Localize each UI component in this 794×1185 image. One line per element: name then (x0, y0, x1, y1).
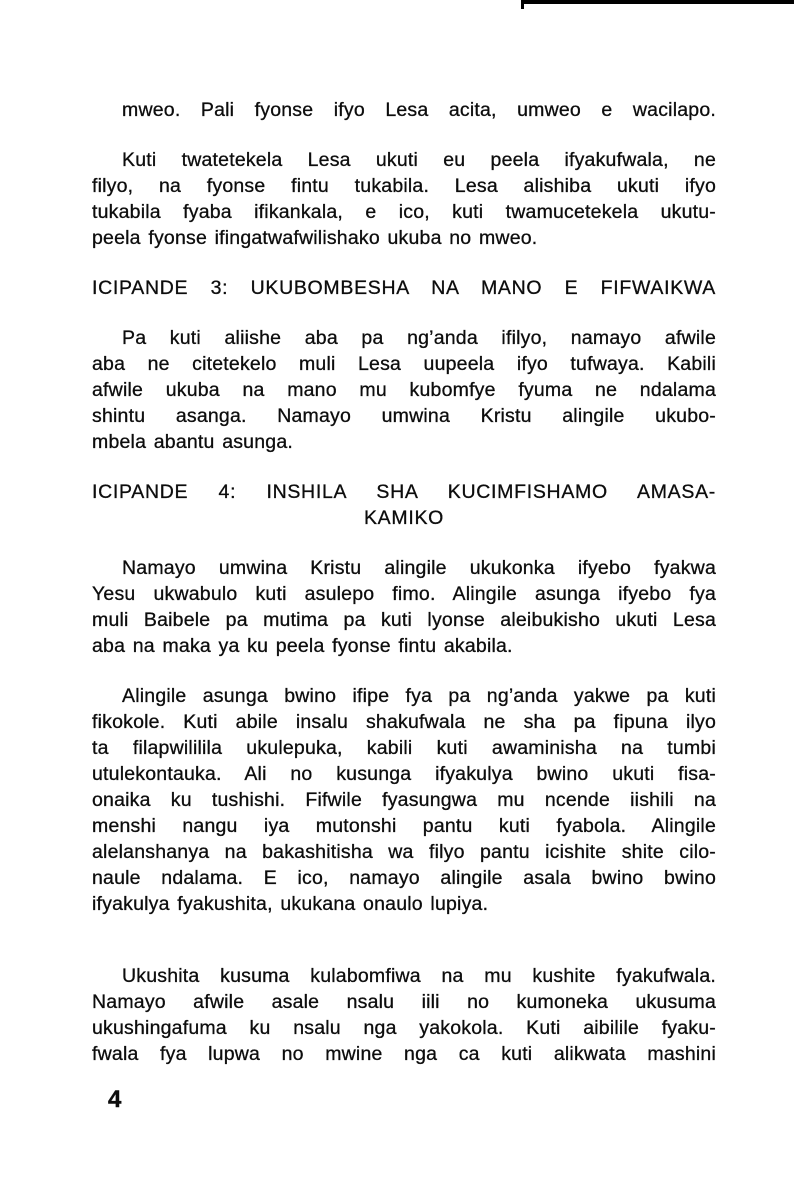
text-line: Namayo afwile asale nsalu iili no kumoneka ukusuma (92, 991, 716, 1013)
text-line: ifyakulya fyakushita, ukukana onaulo lupiya. (92, 893, 489, 915)
text-line: shintu asanga. Namayo umwina Kristu alingile ukubo- (92, 405, 716, 427)
text-line: utulekontauka. Ali no kusunga ifyakulya bwino ukuti fisa- (92, 763, 716, 785)
scan-artifact-line (521, 0, 794, 4)
text-line: alelanshanya na bakashitisha wa filyo pantu icishite shite cilo- (92, 841, 716, 863)
paragraph (92, 555, 716, 659)
paragraph (92, 683, 716, 917)
heading-line: ICIPANDE 3: UKUBOMBESHA NA MANO E FIFWAIKWA (92, 277, 716, 299)
text-line: ukushingafuma ku nsalu nga yakokola. Kuti aibilile fyaku- (92, 1017, 716, 1039)
page-number: 4 (108, 1086, 122, 1113)
text-line: Kuti twatetekela Lesa ukuti eu peela ifyakufwala, ne (122, 149, 716, 171)
text-line: Ukushita kusuma kulabomfiwa na mu kushite fyakufwala. (122, 965, 716, 987)
text-line: aba ne citetekelo muli Lesa uupeela ifyo tufwaya. Kabili (92, 353, 716, 375)
text-line: afwile ukuba na mano mu kubomfye fyuma ne ndalama (92, 379, 716, 401)
text-line: filyo, na fyonse fintu tukabila. Lesa alishiba ukuti ifyo (92, 175, 716, 197)
page-text-column (92, 97, 716, 1067)
text-line: menshi nangu iya mutonshi pantu kuti fyabola. Alingile (92, 815, 716, 837)
text-line: tukabila fyaba ifikankala, e ico, kuti twamucetekela ukutu- (92, 201, 716, 223)
text-line: ta filapwililila ukulepuka, kabili kuti awaminisha na tumbi (92, 737, 716, 759)
text-line: Yesu ukwabulo kuti asulepo fimo. Alingile asunga ifyebo fya (92, 583, 716, 605)
text-line: Namayo umwina Kristu alingile ukukonka ifyebo fyakwa (122, 557, 716, 579)
heading-line: ICIPANDE 4: INSHILA SHA KUCIMFISHAMO AMASA- (92, 481, 716, 503)
text-line: mweo. Pali fyonse ifyo Lesa acita, umweo e wacilapo. (122, 99, 716, 121)
text-line: muli Baibele pa mutima pa kuti lyonse aleibukisho ukuti Lesa (92, 609, 716, 631)
text-line: fwala fya lupwa no mwine nga ca kuti alikwata mashini (92, 1043, 716, 1065)
text-line: aba na maka ya ku peela fyonse fintu akabila. (92, 635, 513, 657)
text-line: onaika ku tushishi. Fifwile fyasungwa mu ncende iishili na (92, 789, 716, 811)
heading-line: KAMIKO (363, 507, 445, 529)
section-heading-icipande-4 (92, 479, 716, 531)
section-heading-icipande-3 (92, 275, 716, 301)
paragraph (92, 147, 716, 251)
text-line: Pa kuti aliishe aba pa ng’anda ifilyo, namayo afwile (122, 327, 716, 349)
paragraph-continuation (92, 97, 716, 123)
paragraph (92, 325, 716, 455)
text-line: Alingile asunga bwino ifipe fya pa ng’anda yakwe pa kuti (122, 685, 716, 707)
text-line: naule ndalama. E ico, namayo alingile asala bwino bwino (92, 867, 716, 889)
text-line: mbela abantu asunga. (92, 431, 293, 453)
paragraph (92, 963, 716, 1067)
text-line: peela fyonse ifingatwafwilishako ukuba no mweo. (92, 227, 538, 249)
text-line: fikokole. Kuti abile insalu shakufwala ne sha pa fipuna ilyo (92, 711, 716, 733)
